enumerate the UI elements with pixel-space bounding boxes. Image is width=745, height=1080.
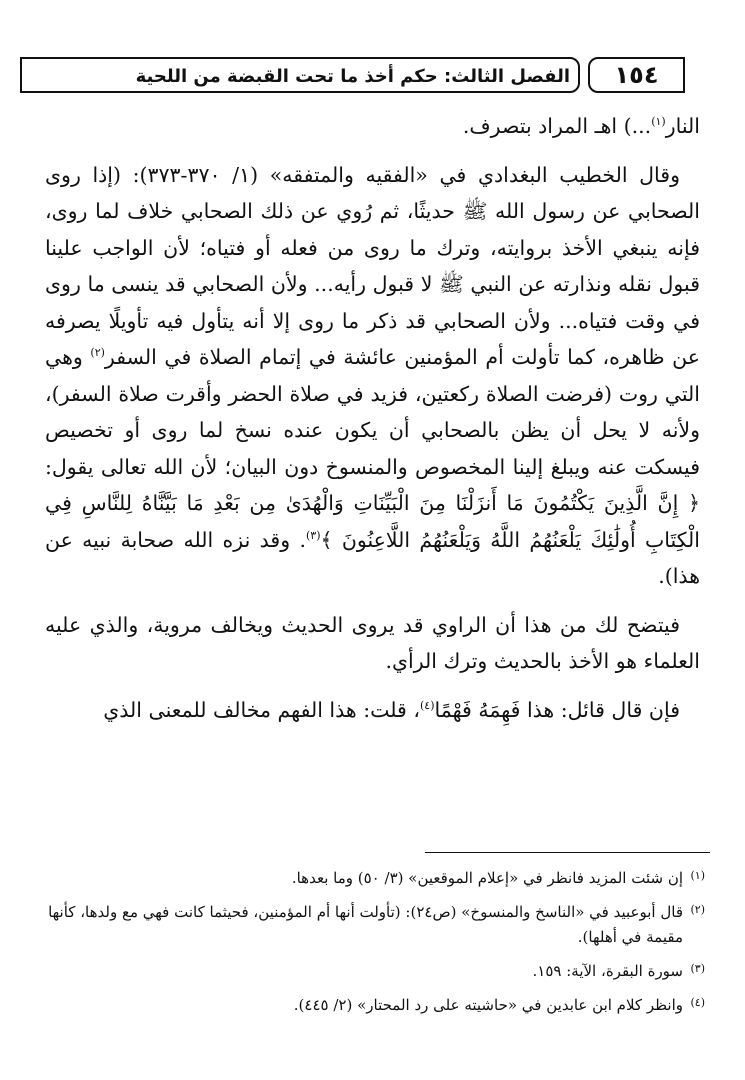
main-text: [45, 108, 700, 728]
footnote-number: (٣): [690, 962, 705, 975]
chapter-title: الفصل الثالث: حكم أخذ ما تحت القبضة من اللحية: [135, 66, 570, 87]
footnote-2: [30, 900, 705, 950]
paragraph-3: فيتضح لك من هذا أن الراوي قد يروى الحديث ويخالف مروية، والذي عليه العلماء هو الأخذ بالحديث وترك الرأي.: [45, 612, 700, 673]
quran-verse: ﴿ إِنَّ الَّذِينَ يَكْتُمُونَ مَا أَنزَلْنَا مِنَ الْبَيِّنَاتِ وَالْهُدَىٰ مِن بَعْدِ مَا بَيَّنَّاهُ لِلنَّاسِ فِي الْكِتَابِ أُولَٰئِكَ يَلْعَنُهُمُ اللَّهُ وَيَلْعَنُهُمُ اللَّاعِنُونَ ﴾: [45, 491, 700, 552]
paragraph-text: ...) اهـ المراد بتصرف.: [462, 114, 652, 138]
footnote-text: وانظر كلام ابن عابدين في «حاشيته على رد المحتار» (٢/ ٤٤٥).: [293, 996, 683, 1014]
footnote-number: (٤): [690, 996, 705, 1009]
paragraph-4: [45, 692, 700, 729]
paragraph-text: وقال الخطيب البغدادي في «الفقيه والمتفقه» (١/ ٣٧٠-٣٧٣): (إذا روى الصحابي عن رسول الله ﷺ حديثًا، ثم رُوي عن ذلك الصحابي خلاف لما روى، فإنه ينبغي الأخذ بروايته، وترك ما روى من فعله أو فتياه؛ لأن الواجب علينا قبول نقله ونذارته عن النبي ﷺ لا قبول رأيه... ولأن الصحابي قد ينسى ما روى في وقت فتياه... ولأن الصحابي قد ذكر ما روى إلا أنه يتأول فيه تأويلًا يصرفه عن ظاهره، كما تأولت أم المؤمنين عائشة في إتمام الصلاة في السفر: [45, 162, 700, 369]
paragraph-text: . وقد نزه الله صحابة نبيه عن هذا).: [45, 527, 700, 588]
footnote-3: [30, 959, 705, 984]
footnote-1: [30, 866, 705, 891]
footnote-number: (٢): [690, 903, 705, 916]
paragraph-1: [45, 108, 700, 145]
footnote-text: سورة البقرة، الآية: ١٥٩.: [532, 962, 683, 980]
footnote-ref-3[interactable]: (٣): [305, 528, 321, 542]
footnote-ref-2[interactable]: (٢): [90, 346, 105, 360]
paragraph-text: وهي التي روت (فرضت الصلاة ركعتين، فزيد في صلاة الحضر وأقرت صلاة السفر)، ولأنه لا يحل أن يظن بالصحابي أن يكون عنده نسخ لما روى أو تخصيص فيسكت عنه ويبلغ إلينا المخصوص والمنسوخ دون البيان؛ لأن الله تعالى يقول:: [45, 345, 700, 479]
page-number-frame: [588, 57, 685, 93]
paragraph-text: ، قلت: هذا الفهم مخالف للمعنى الذي: [103, 697, 420, 722]
paragraph-text: النار: [665, 114, 700, 138]
footnote-separator: [425, 852, 710, 853]
footnotes: [30, 866, 705, 1027]
chapter-title-frame: [20, 57, 580, 93]
paragraph-2: [45, 157, 700, 595]
page-number: ١٥٤: [614, 61, 659, 89]
footnote-text: قال أبوعبيد في «الناسخ والمنسوخ» (ص٢٤): (تأولت أنها أم المؤمنين، فحيثما كانت فهي مع ولدها، كأنها مقيمة في أهلها).: [48, 903, 683, 946]
footnote-ref-4[interactable]: (٤): [419, 698, 435, 712]
footnote-ref-1[interactable]: (١): [651, 115, 666, 129]
footnote-text: إن شئت المزيد فانظر في «إعلام الموقعين» (٣/ ٥٠) وما بعدها.: [291, 869, 683, 887]
paragraph-text: فإن قال قائل: هذا فَهِمَهُ فَهْمًا: [434, 697, 680, 722]
footnote-4: [30, 993, 705, 1018]
footnote-number: (١): [690, 869, 705, 882]
page-header: [20, 57, 685, 97]
